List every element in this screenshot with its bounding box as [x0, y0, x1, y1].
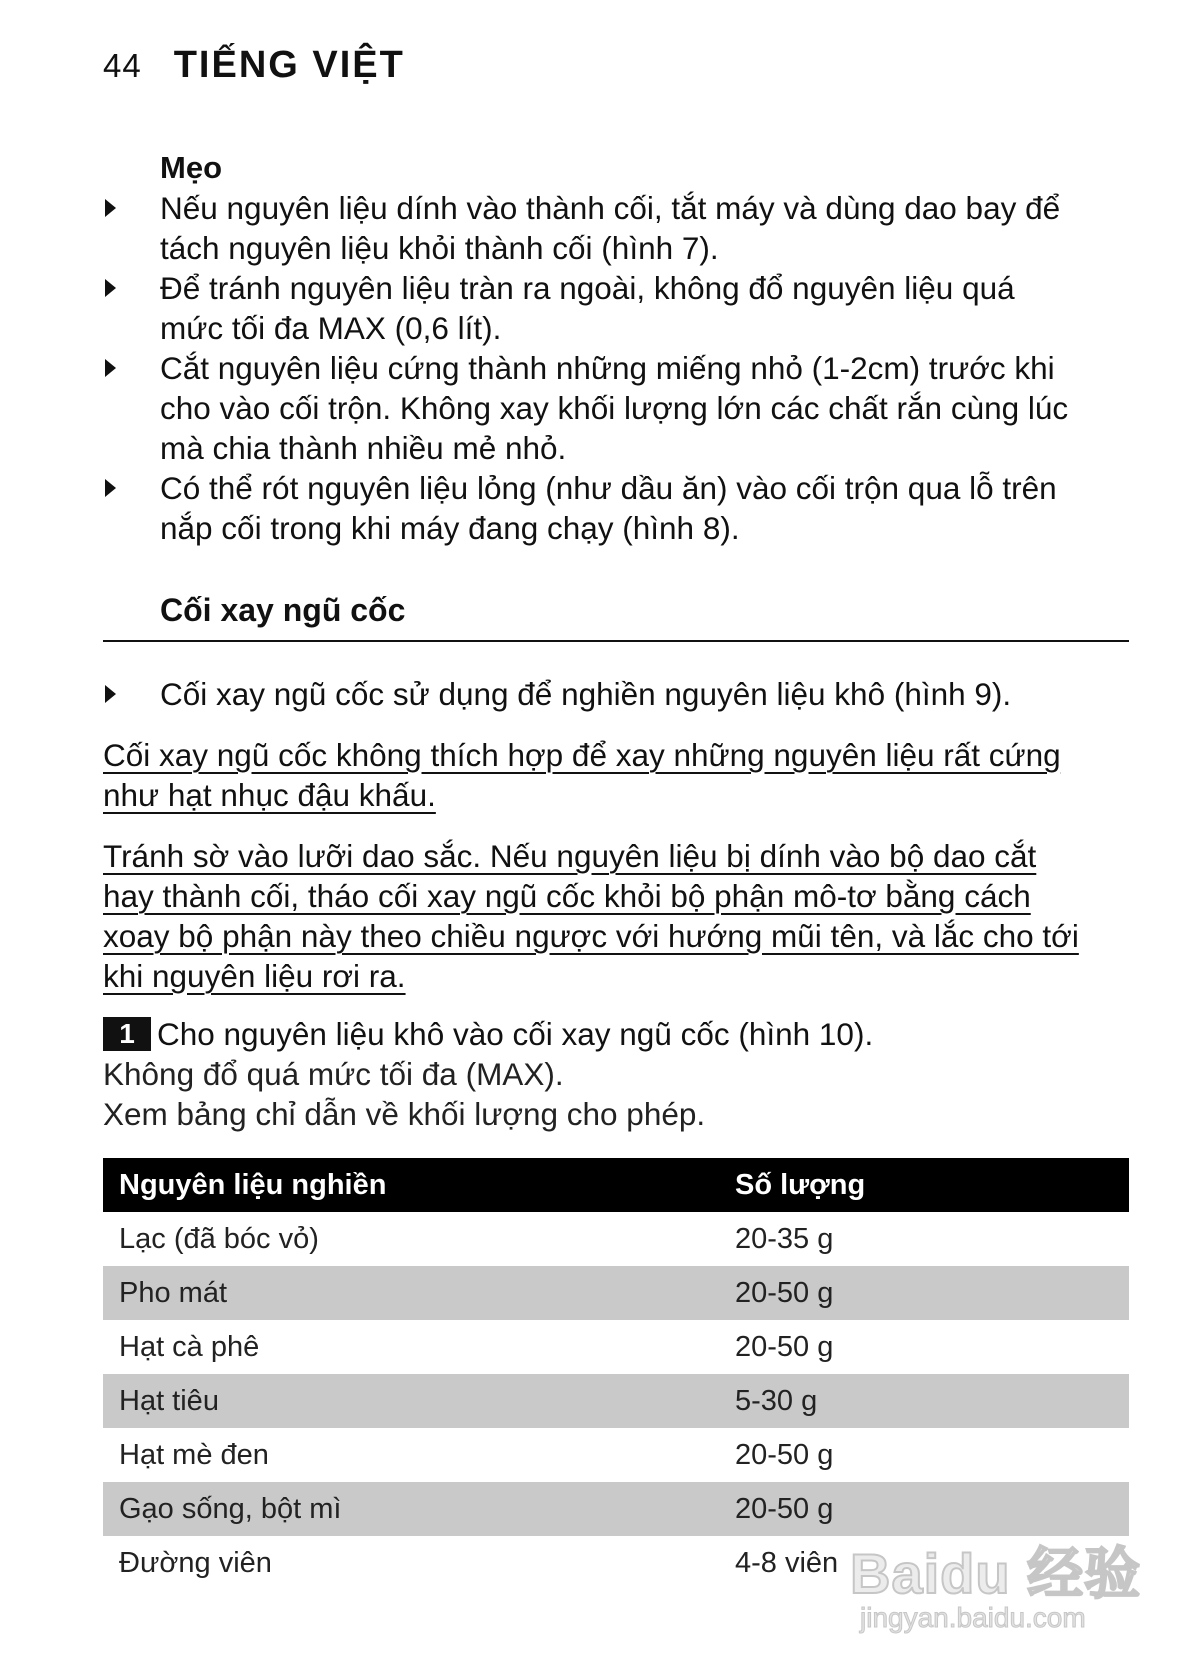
tip-line: tách nguyên liệu khỏi thành cối (hình 7).	[160, 230, 719, 266]
watermark-brand: Baidu 经验	[850, 1542, 1142, 1605]
amount-cell: 20-50 g	[719, 1482, 1129, 1536]
table-row	[103, 1212, 1129, 1266]
bullet-arrow-icon	[103, 674, 160, 714]
warning-note-2	[103, 836, 1138, 996]
warning-line: xoay bộ phận này theo chiều ngược với hướng mũi tên, và lắc cho tới	[103, 918, 1079, 954]
bullet-arrow-icon	[103, 268, 160, 348]
bullet-arrow-icon	[103, 348, 160, 468]
tips-title: Mẹo	[160, 150, 222, 185]
warning-line: hay thành cối, tháo cối xay ngũ cốc khỏi bộ phận mô-tơ bằng cách	[103, 878, 1031, 914]
ingredient-cell: Đường viên	[119, 1546, 272, 1579]
warning-note-1	[103, 735, 1138, 815]
warning-line: như hạt nhục đậu khấu.	[103, 777, 436, 813]
tip-line: Nếu nguyên liệu dính vào thành cối, tắt máy và dùng dao bay để	[160, 190, 1061, 226]
amount-cell: 20-50 g	[719, 1266, 1129, 1320]
tip-item	[103, 468, 1138, 548]
step-1	[103, 1014, 1138, 1134]
step-number-badge: 1	[103, 1017, 151, 1051]
tip-line: Để tránh nguyên liệu tràn ra ngoài, không đổ nguyên liệu quá	[160, 270, 1015, 306]
section-bullet	[103, 674, 1138, 714]
amount-cell: 5-30 g	[719, 1374, 1129, 1428]
tip-line: mà chia thành nhiều mẻ nhỏ.	[160, 430, 567, 466]
tip-line: nắp cối trong khi máy đang chạy (hình 8).	[160, 510, 740, 546]
ingredient-cell: Lạc (đã bóc vỏ)	[119, 1222, 319, 1255]
tip-item	[103, 348, 1138, 468]
section-title: Cối xay ngũ cốc	[160, 592, 406, 628]
tip-item	[103, 268, 1138, 348]
ingredient-cell: Hạt tiêu	[103, 1374, 719, 1428]
column-header-amount: Số lượng	[719, 1158, 1129, 1212]
amount-cell: 20-50 g	[735, 1438, 834, 1471]
ingredient-cell: Pho mát	[103, 1266, 719, 1320]
table-header-row	[103, 1158, 1129, 1212]
amount-cell: 20-35 g	[735, 1222, 834, 1255]
column-header-ingredient: Nguyên liệu nghiền	[103, 1158, 719, 1212]
table-row	[103, 1374, 1129, 1428]
step-note: Không đổ quá mức tối đa (MAX).	[103, 1056, 564, 1092]
page-language-title: TIẾNG VIỆT	[173, 44, 405, 86]
warning-line: Cối xay ngũ cốc không thích hợp để xay những nguyên liệu rất cứng	[103, 737, 1061, 773]
section-bullet-text: Cối xay ngũ cốc sử dụng để nghiền nguyên liệu khô (hình 9).	[160, 676, 1012, 712]
table-row	[103, 1428, 1129, 1482]
table-row	[103, 1266, 1129, 1320]
bullet-arrow-icon	[103, 468, 160, 548]
step-text: Cho nguyên liệu khô vào cối xay ngũ cốc (hình 10).	[157, 1016, 874, 1052]
tip-line: mức tối đa MAX (0,6 lít).	[160, 310, 502, 346]
table-row	[103, 1320, 1129, 1374]
amount-cell: 20-50 g	[735, 1330, 834, 1363]
ingredient-cell: Hạt cà phê	[119, 1330, 260, 1363]
watermark-site: jingyan.baidu.com	[860, 1602, 1086, 1633]
page-header	[103, 44, 405, 87]
tips-section	[103, 148, 1138, 548]
ingredient-cell: Gạo sống, bột mì	[103, 1482, 719, 1536]
tip-item	[103, 188, 1138, 268]
section-heading	[103, 590, 1129, 642]
amount-cell: 4-8 viên	[735, 1546, 839, 1579]
warning-line: khi nguyên liệu rơi ra.	[103, 958, 406, 994]
step-note: Xem bảng chỉ dẫn về khối lượng cho phép.	[103, 1096, 706, 1132]
ingredient-cell: Hạt mè đen	[119, 1438, 269, 1471]
bullet-arrow-icon	[103, 188, 160, 268]
tip-line: cho vào cối trộn. Không xay khối lượng lớn các chất rắn cùng lúc	[160, 390, 1069, 426]
baidu-watermark	[850, 1520, 1150, 1640]
warning-line: Tránh sờ vào lưỡi dao sắc. Nếu nguyên liệu bị dính vào bộ dao cắt	[103, 838, 1037, 874]
page-number: 44	[103, 47, 142, 84]
tip-line: Có thể rót nguyên liệu lỏng (như dầu ăn) vào cối trộn qua lỗ trên	[160, 470, 1057, 506]
tip-line: Cắt nguyên liệu cứng thành những miếng nhỏ (1-2cm) trước khi	[160, 350, 1055, 386]
